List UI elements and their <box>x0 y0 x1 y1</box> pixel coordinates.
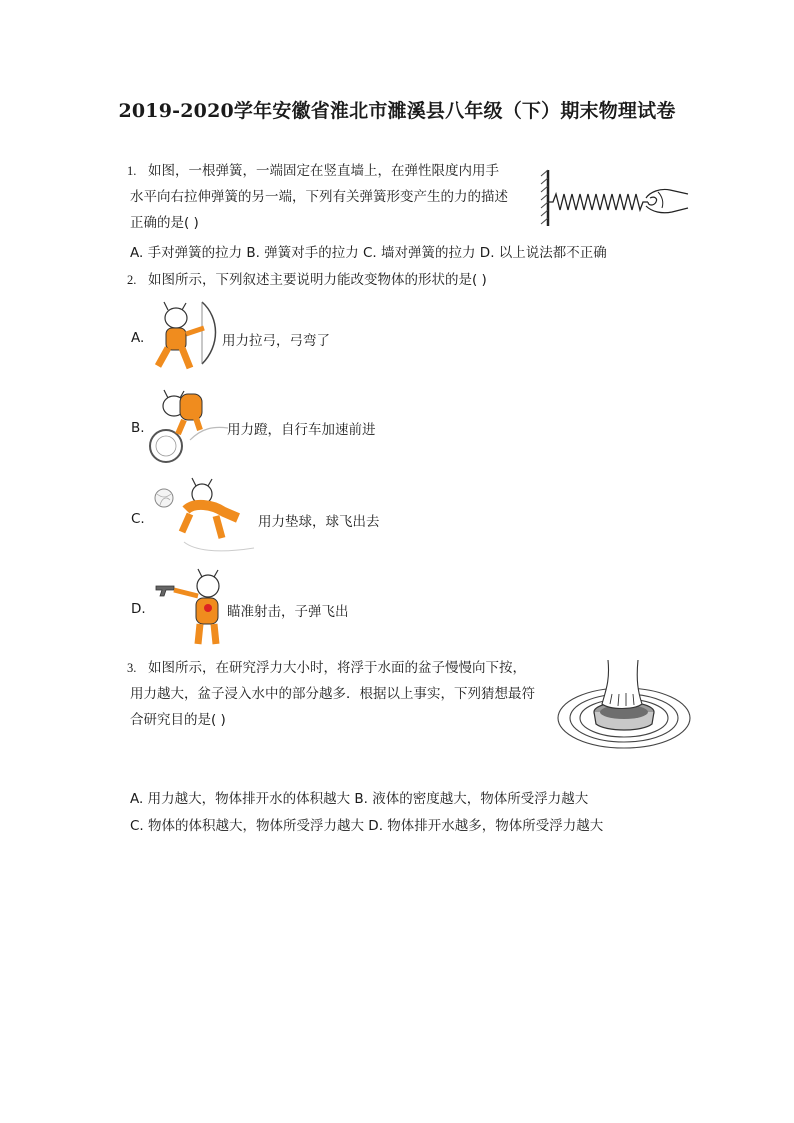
q2-option-b-letter: B. <box>131 420 145 436</box>
goat-volleyball-image <box>150 476 258 558</box>
q1-line-2: 水平向右拉伸弹簧的另一端，下列有关弹簧形变产生的力的描述 <box>130 189 508 205</box>
q2-option-d-caption: 瞄准射击，子弹飞出 <box>227 604 349 620</box>
q3-number: 3. <box>127 661 137 675</box>
q1-number: 1. <box>127 164 137 178</box>
goat-shooter-image <box>152 568 226 648</box>
goat-bicycle-image <box>150 388 230 470</box>
q3-options-line-1: A. 用力越大，物体排开水的体积越大 B. 液体的密度越大，物体所受浮力越大 <box>130 791 589 807</box>
q2-option-c-caption: 用力垫球，球飞出去 <box>258 514 380 530</box>
q2-option-a-caption: 用力拉弓，弓弯了 <box>222 333 330 349</box>
goat-archer-image <box>150 298 222 374</box>
q3-line-2: 用力越大，盆子浸入水中的部分越多．根据以上事实，下列猜想最符 <box>130 686 535 702</box>
q1-line-3: 正确的是( ) <box>130 215 199 231</box>
q2-option-d-letter: D. <box>131 601 146 617</box>
q1-line-1: 如图，一根弹簧，一端固定在竖直墙上，在弹性限度内用手 <box>148 163 499 179</box>
q3-line-1: 如图所示，在研究浮力大小时，将浮于水面的盆子慢慢向下按， <box>148 660 526 676</box>
q3-line-3: 合研究目的是( ) <box>130 712 226 728</box>
spring-wall-hand-figure <box>538 168 690 230</box>
q2-option-c-letter: C. <box>131 511 145 527</box>
basin-in-water-figure <box>556 660 692 752</box>
q1-options: A. 手对弹簧的拉力 B. 弹簧对手的拉力 C. 墙对弹簧的拉力 D. 以上说法都不正确 <box>130 245 607 261</box>
q3-options-line-2: C. 物体的体积越大，物体所受浮力越大 D. 物体排开水越多，物体所受浮力越大 <box>130 818 604 834</box>
q2-number: 2. <box>127 273 137 287</box>
q2-line-1: 如图所示，下列叙述主要说明力能改变物体的形状的是( ) <box>148 272 487 288</box>
q2-option-b-caption: 用力蹬，自行车加速前进 <box>227 422 376 438</box>
page-title: 2019-2020学年安徽省淮北市濉溪县八年级（下）期末物理试卷 <box>118 100 676 122</box>
q2-option-a-letter: A. <box>131 330 145 346</box>
